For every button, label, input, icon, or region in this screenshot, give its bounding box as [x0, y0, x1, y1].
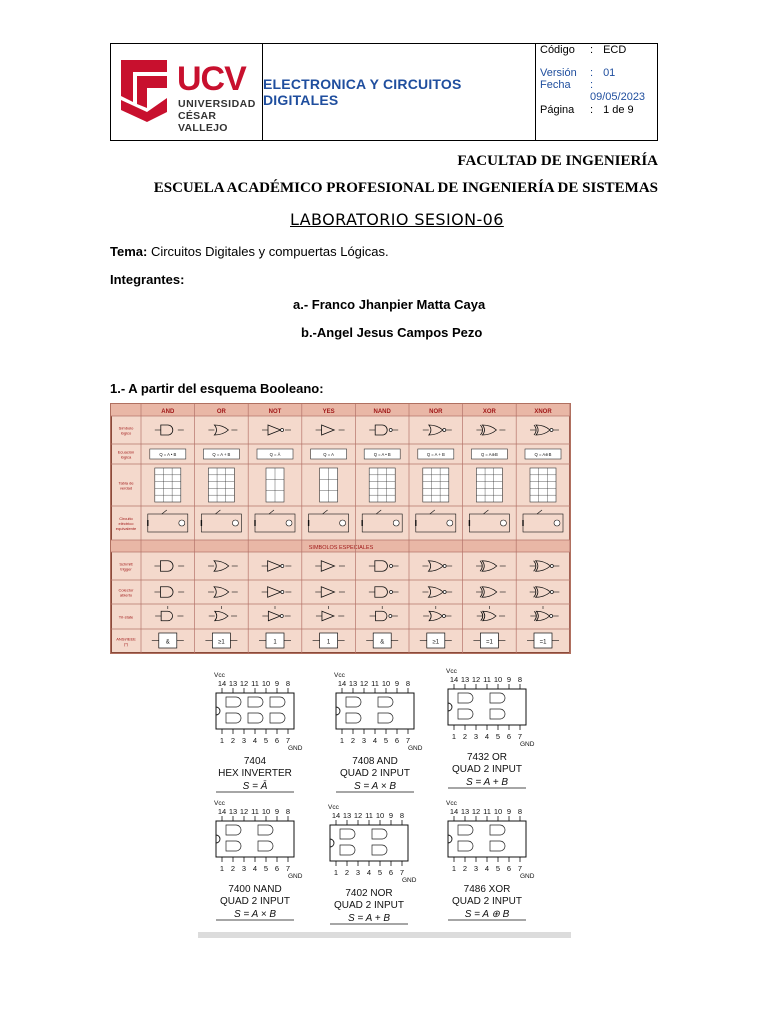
- schmitt-trigger-symbol: [422, 561, 452, 572]
- schmitt-trigger-symbol: [369, 561, 399, 572]
- pin-number: 13: [348, 679, 358, 688]
- pin-number: 14: [217, 679, 227, 688]
- member-2: b.-Angel Jesus Campos Pezo: [301, 325, 483, 340]
- gate-symbol: [476, 425, 505, 435]
- gate-row-label: trigger: [120, 566, 132, 572]
- special-symbols-label: SIMBOLOS ESPECIALES: [308, 545, 374, 551]
- fecha-value: 09/05/2023: [590, 91, 646, 103]
- pin-number: 14: [331, 811, 341, 820]
- gate-column-header: XOR: [482, 409, 496, 415]
- pin-number: 14: [449, 675, 459, 684]
- pin-number: 4: [252, 864, 258, 873]
- pin-number: 12: [353, 811, 363, 820]
- pin-number: 1: [219, 736, 225, 745]
- tri-state-symbol: [477, 606, 505, 621]
- member-1: a.- Franco Jhanpier Matta Caya: [293, 297, 486, 312]
- schmitt-trigger-symbol: [262, 561, 292, 572]
- version-value: 01: [603, 67, 616, 79]
- integrantes-label: Integrantes:: [110, 272, 185, 287]
- pin-number: 1: [333, 868, 339, 877]
- ic-chip: [334, 672, 423, 792]
- open-collector-symbol: [208, 587, 238, 598]
- pin-number: 5: [263, 736, 269, 745]
- tri-state-symbol: [155, 606, 183, 621]
- pin-number: 13: [342, 811, 352, 820]
- open-collector-symbol: [262, 587, 292, 598]
- gate-row-label: Tri-state: [118, 614, 134, 620]
- gate-equation: Q = Ā: [269, 452, 281, 457]
- truth-table: [320, 468, 338, 502]
- gate-column-header: XNOR: [534, 409, 552, 415]
- tri-state-symbol: [209, 606, 237, 621]
- pin-number: 1: [219, 864, 225, 873]
- pin-number: 2: [462, 732, 468, 741]
- pin-number: 9: [274, 679, 280, 688]
- chip-number: 7400 NAND: [228, 884, 282, 895]
- pin-number: 7: [399, 868, 405, 877]
- pin-number: 2: [350, 736, 356, 745]
- circuit-sketch: [416, 510, 456, 532]
- gate-column-header: AND: [161, 409, 175, 415]
- meta-fecha: [540, 79, 600, 91]
- tri-state-symbol: [316, 606, 344, 621]
- gate-column-header: NOT: [268, 409, 282, 415]
- question-1: 1.- A partir del esquema Booleano:: [110, 381, 324, 396]
- ansi-symbol: ≥1: [218, 639, 225, 646]
- gate-column-header: NAND: [373, 409, 391, 415]
- circuit-sketch: [523, 510, 563, 532]
- pin-number: 6: [506, 864, 512, 873]
- logo-brand: UCV: [177, 60, 246, 98]
- truth-table: [530, 468, 556, 502]
- gnd-label: GND: [408, 745, 423, 752]
- vcc-label: Vcc: [446, 668, 457, 675]
- pin-number: 12: [239, 679, 249, 688]
- vcc-label: Vcc: [214, 672, 225, 679]
- ucv-emblem-icon: [117, 58, 171, 124]
- colon: :: [590, 79, 594, 91]
- chip-formula: S = A ⊕ B: [464, 909, 510, 920]
- gate-equation: Q = A + B: [212, 452, 231, 457]
- pagina-value: 1 de 9: [603, 104, 634, 116]
- pin-number: 14: [217, 807, 227, 816]
- pin-number: 13: [460, 807, 470, 816]
- chip-number: 7402 NOR: [345, 888, 393, 899]
- pin-number: 5: [377, 868, 383, 877]
- gate-equation: Q = A⊕B: [534, 452, 552, 457]
- pin-number: 8: [517, 807, 523, 816]
- gnd-label: GND: [520, 741, 535, 748]
- chip-number: 7408 AND: [352, 756, 398, 767]
- chip-name: HEX INVERTER: [218, 768, 292, 779]
- chip-number: 7404: [243, 756, 267, 767]
- ansi-symbol: &: [380, 639, 385, 646]
- open-collector-symbol: [369, 587, 399, 598]
- pin-number: 3: [241, 864, 247, 873]
- gate-equation: Q = A • B: [373, 452, 391, 457]
- pin-number: 11: [251, 807, 259, 816]
- schmitt-trigger-symbol: [208, 561, 238, 572]
- open-collector-symbol: [154, 587, 184, 598]
- pin-number: 10: [493, 675, 503, 684]
- tri-state-symbol: [262, 606, 290, 621]
- gate-symbol: [262, 425, 291, 435]
- pin-number: 12: [359, 679, 369, 688]
- tema-value: Circuitos Digitales y compuertas Lógicas.: [147, 244, 389, 259]
- tema-line: [110, 244, 389, 259]
- circuit-sketch: [255, 510, 295, 532]
- truth-table: [208, 468, 234, 502]
- meta-pagina: [540, 104, 634, 116]
- pin-number: 10: [375, 811, 385, 820]
- gate-row-label: lógica: [120, 454, 132, 460]
- colon: :: [590, 44, 594, 56]
- gate-equation: Q = A + B: [426, 452, 445, 457]
- pin-number: 9: [274, 807, 280, 816]
- open-collector-symbol: [530, 587, 560, 598]
- school-heading: ESCUELA ACADÉMICO PROFESIONAL DE INGENIERÍA DE SISTEMAS: [153, 180, 658, 196]
- pin-number: 8: [517, 675, 523, 684]
- pin-number: 14: [337, 679, 347, 688]
- ic-chips-diagram: [198, 663, 571, 933]
- logic-gates-table-figure: [110, 403, 571, 654]
- pin-number: 9: [388, 811, 394, 820]
- pin-number: 9: [506, 675, 512, 684]
- schmitt-trigger-symbol: [530, 561, 560, 572]
- gate-row-label: Símbolo: [118, 425, 134, 431]
- tri-state-symbol: [530, 606, 558, 621]
- vcc-label: Vcc: [334, 672, 345, 679]
- circuit-sketch: [148, 510, 188, 532]
- pin-number: 10: [381, 679, 391, 688]
- pin-number: 3: [473, 732, 479, 741]
- logo-line1: UNIVERSIDAD: [178, 98, 256, 110]
- gate-row-label: lógico: [120, 430, 132, 436]
- pin-number: 6: [274, 864, 280, 873]
- pin-number: 4: [252, 736, 258, 745]
- truth-table: [266, 468, 284, 502]
- gate-row-label: eléctrico: [118, 521, 134, 526]
- codigo-value: ECD: [603, 44, 627, 56]
- gate-row-label: ANSI/IEEE: [116, 636, 136, 642]
- chip-number: 7432 OR: [466, 752, 508, 763]
- meta-cell: [536, 44, 657, 140]
- gnd-label: GND: [402, 877, 417, 884]
- ic-chip: [214, 672, 303, 792]
- truth-table: [369, 468, 395, 502]
- open-collector-symbol: [422, 587, 452, 598]
- pin-number: 3: [361, 736, 367, 745]
- ic-chips-figure: [198, 663, 571, 939]
- pin-number: 4: [372, 736, 378, 745]
- course-title-cell: [263, 44, 536, 140]
- ic-chip: [446, 800, 535, 920]
- pin-number: 5: [495, 732, 501, 741]
- gate-symbol: [208, 425, 237, 435]
- pin-number: 2: [344, 868, 350, 877]
- chip-formula: S = A × B: [233, 909, 277, 920]
- schmitt-trigger-symbol: [315, 561, 345, 572]
- pin-number: 10: [493, 807, 503, 816]
- colon: :: [590, 104, 594, 116]
- pin-number: 14: [449, 807, 459, 816]
- logic-gates-table: [111, 404, 570, 653]
- pin-number: 2: [230, 864, 236, 873]
- gate-row-label: verdad: [119, 485, 133, 491]
- ansi-symbol: =1: [539, 639, 547, 646]
- version-label: Versión: [540, 67, 577, 79]
- pin-number: 13: [460, 675, 470, 684]
- gate-row-label: Colector: [118, 587, 134, 593]
- pin-number: 8: [405, 679, 411, 688]
- truth-table: [423, 468, 449, 502]
- chip-formula: S = Ā: [242, 781, 268, 792]
- gate-symbol: [530, 425, 559, 435]
- open-collector-symbol: [476, 587, 506, 598]
- gate-column-header: NOR: [429, 409, 443, 415]
- pin-number: 12: [471, 675, 481, 684]
- gnd-label: GND: [288, 873, 303, 880]
- pin-number: 8: [399, 811, 405, 820]
- ansi-symbol: 1: [326, 639, 331, 646]
- pin-number: 7: [517, 864, 523, 873]
- pin-number: 3: [473, 864, 479, 873]
- chip-formula: S = A + B: [465, 777, 509, 788]
- ic-chip: [214, 800, 303, 920]
- gate-row-label: (*): [123, 641, 129, 647]
- chip-formula: S = A × B: [353, 781, 397, 792]
- colon: :: [590, 67, 594, 79]
- pin-number: 11: [251, 679, 259, 688]
- faculty-heading: FACULTAD DE INGENIERÍA: [457, 153, 658, 169]
- pin-number: 4: [484, 864, 490, 873]
- chip-name: QUAD 2 INPUT: [339, 768, 411, 779]
- circuit-sketch: [362, 510, 402, 532]
- pin-number: 6: [394, 736, 400, 745]
- tema-label: Tema:: [110, 244, 148, 259]
- pin-number: 4: [484, 732, 490, 741]
- pin-number: 11: [371, 679, 379, 688]
- pin-number: 7: [405, 736, 411, 745]
- pin-number: 8: [285, 679, 291, 688]
- ansi-symbol: 1: [273, 639, 277, 646]
- pin-number: 6: [274, 736, 280, 745]
- ic-chip: [446, 668, 535, 788]
- gate-symbol: [155, 425, 184, 435]
- ansi-symbol: &: [165, 639, 170, 646]
- pin-number: 6: [506, 732, 512, 741]
- tri-state-symbol: [423, 606, 451, 621]
- gate-equation: Q = A • B: [159, 452, 177, 457]
- ansi-symbol: ≥1: [432, 639, 440, 646]
- vcc-label: Vcc: [328, 804, 339, 811]
- pin-number: 3: [241, 736, 247, 745]
- gnd-label: GND: [288, 745, 303, 752]
- meta-codigo: [540, 44, 626, 56]
- truth-table: [155, 468, 181, 502]
- chip-name: QUAD 2 INPUT: [219, 896, 291, 907]
- pin-number: 13: [228, 807, 238, 816]
- logo-line2: CÉSAR VALLEJO: [178, 110, 228, 134]
- pin-number: 11: [483, 675, 491, 684]
- truth-table: [476, 468, 502, 502]
- chip-name: QUAD 2 INPUT: [451, 764, 523, 775]
- pin-number: 10: [261, 679, 271, 688]
- pin-number: 1: [451, 864, 457, 873]
- vcc-label: Vcc: [446, 800, 457, 807]
- chip-number: 7486 XOR: [463, 884, 511, 895]
- chip-formula: S = A + B: [347, 913, 391, 924]
- gate-row-label: Ecuación: [117, 449, 135, 455]
- ic-chip: [328, 804, 417, 924]
- pin-number: 11: [483, 807, 491, 816]
- chip-name: QUAD 2 INPUT: [451, 896, 523, 907]
- pin-number: 2: [230, 736, 236, 745]
- gate-equation: Q = A⊕B: [480, 452, 498, 457]
- pin-number: 8: [285, 807, 291, 816]
- gate-row-label: Schmitt: [119, 561, 133, 567]
- circuit-sketch: [469, 510, 509, 532]
- pin-number: 7: [517, 732, 523, 741]
- pin-number: 7: [285, 736, 291, 745]
- pin-number: 5: [383, 736, 389, 745]
- pin-number: 7: [285, 864, 291, 873]
- gate-row-label: equivalente: [115, 526, 137, 531]
- chip-name: QUAD 2 INPUT: [333, 900, 405, 911]
- lab-title: LABORATORIO SESION-06: [290, 210, 504, 229]
- gate-symbol: [369, 425, 398, 435]
- logo: [111, 44, 263, 140]
- pin-number: 12: [239, 807, 249, 816]
- meta-version: [540, 67, 615, 79]
- pin-number: 2: [462, 864, 468, 873]
- ansi-symbol: =1: [485, 639, 493, 646]
- tri-state-symbol: [370, 606, 398, 621]
- course-title: ELECTRONICA Y CIRCUITOS DIGITALES: [263, 76, 462, 108]
- pin-number: 13: [228, 679, 238, 688]
- pin-number: 1: [339, 736, 345, 745]
- pin-number: 3: [355, 868, 361, 877]
- figure-bottom-band: [198, 932, 571, 938]
- circuit-sketch: [201, 510, 241, 532]
- header-table: [110, 43, 658, 141]
- pin-number: 12: [471, 807, 481, 816]
- codigo-label: Código: [540, 44, 575, 56]
- gate-symbol: [316, 425, 345, 435]
- pin-number: 9: [506, 807, 512, 816]
- gate-row-label: Circuito: [119, 516, 133, 521]
- gnd-label: GND: [520, 873, 535, 880]
- pin-number: 11: [365, 811, 373, 820]
- pin-number: 5: [495, 864, 501, 873]
- gate-symbol: [423, 425, 452, 435]
- gate-column-header: YES: [322, 409, 335, 415]
- pin-number: 5: [263, 864, 269, 873]
- pin-number: 9: [394, 679, 400, 688]
- pin-number: 6: [388, 868, 394, 877]
- gate-row-label: Tabla de: [118, 480, 134, 486]
- vcc-label: Vcc: [214, 800, 225, 807]
- gate-row-label: abierto: [119, 592, 133, 598]
- open-collector-symbol: [315, 587, 345, 598]
- pagina-label: Página: [540, 104, 575, 116]
- gate-equation: Q = A: [323, 452, 334, 457]
- fecha-label: Fecha: [540, 79, 571, 91]
- gate-column-header: OR: [216, 409, 226, 415]
- schmitt-trigger-symbol: [476, 561, 506, 572]
- pin-number: 1: [451, 732, 457, 741]
- schmitt-trigger-symbol: [154, 561, 184, 572]
- pin-number: 10: [261, 807, 271, 816]
- pin-number: 4: [366, 868, 372, 877]
- circuit-sketch: [309, 510, 349, 532]
